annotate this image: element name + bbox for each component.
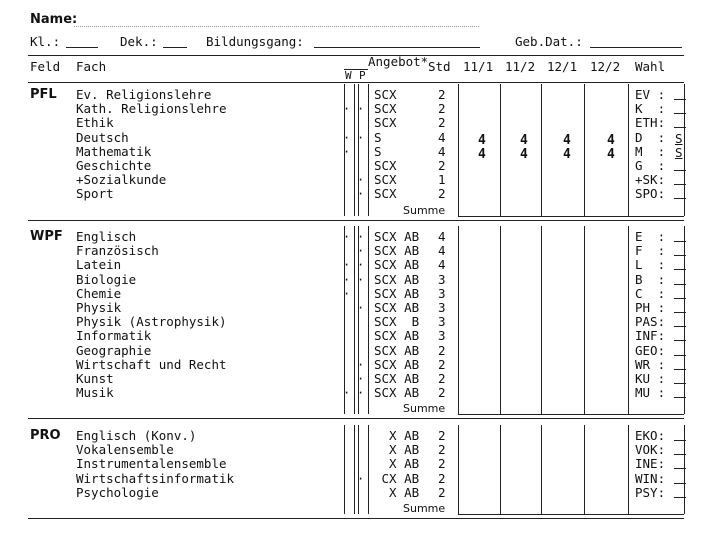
std-value: 3	[438, 314, 446, 330]
column-divider	[500, 84, 501, 216]
grade-cell[interactable]: 4	[478, 132, 486, 148]
subject-name: Instrumentalensemble	[76, 456, 227, 472]
column-divider	[628, 226, 629, 414]
std-value: 2	[438, 484, 446, 500]
subject-name: Musik	[76, 385, 114, 401]
std-value: 4	[438, 257, 446, 273]
wahl-code: L :	[635, 257, 666, 273]
std-value: 3	[438, 271, 446, 287]
gebdat-field[interactable]	[590, 35, 682, 48]
angebot-code: CX AB	[374, 470, 420, 486]
col-wahl: Wahl	[635, 59, 666, 74]
wahl-code: EKO:	[635, 428, 666, 443]
section-label: PFL	[30, 87, 57, 102]
p-mark[interactable]: ·	[357, 102, 365, 117]
column-divider	[354, 226, 355, 414]
column-divider	[584, 84, 585, 216]
wahl-code: MU :	[635, 385, 666, 401]
column-divider	[584, 226, 585, 414]
wahl-value[interactable]: S	[675, 144, 683, 160]
std-value: 4	[438, 129, 446, 145]
column-header-rule	[28, 82, 684, 83]
column-divider	[628, 84, 629, 216]
column-divider	[344, 226, 345, 414]
wahl-code: KU :	[635, 371, 666, 386]
w-mark[interactable]: ·	[343, 130, 351, 145]
subject-name: Psychologie	[76, 484, 159, 500]
col-feld: Feld	[30, 59, 61, 74]
w-mark[interactable]: ·	[343, 258, 351, 273]
wahl-code: E :	[635, 229, 666, 244]
section-label: WPF	[30, 229, 63, 244]
column-divider	[584, 425, 585, 514]
angebot-code: X AB	[374, 442, 420, 458]
angebot-code: SCX AB	[374, 328, 420, 344]
grade-cell[interactable]: 4	[607, 132, 615, 148]
angebot-code: X AB	[374, 484, 420, 500]
column-divider	[500, 226, 501, 414]
w-mark[interactable]: ·	[343, 286, 351, 301]
wahl-code: PH :	[635, 300, 666, 315]
subject-name: Kath. Religionslehre	[76, 101, 227, 117]
column-divider	[344, 84, 345, 216]
w-mark[interactable]: ·	[343, 102, 351, 117]
w-mark[interactable]: ·	[343, 230, 351, 244]
dek-field[interactable]	[163, 35, 187, 48]
grade-cell[interactable]: 4	[607, 146, 615, 162]
header-rule	[28, 55, 684, 56]
col-std: Std	[428, 59, 451, 74]
std-value: 2	[438, 442, 446, 458]
std-value: 2	[438, 456, 446, 472]
subject-name: Ethik	[76, 115, 114, 131]
subject-name: Französisch	[76, 243, 159, 259]
std-value: 2	[438, 356, 446, 372]
std-value: 2	[438, 371, 446, 386]
subject-name: Vokalensemble	[76, 442, 174, 458]
subject-name: Physik	[76, 300, 122, 315]
angebot-code: S	[374, 129, 382, 145]
wahl-code: INF:	[635, 328, 666, 344]
grade-cell[interactable]: 4	[478, 146, 486, 162]
wahl-code: M :	[635, 143, 666, 159]
subject-name: +Sozialkunde	[76, 172, 167, 188]
p-mark[interactable]: ·	[357, 372, 365, 386]
p-mark[interactable]: ·	[357, 357, 365, 372]
p-mark[interactable]: ·	[357, 301, 365, 315]
column-divider	[368, 425, 369, 514]
std-value: 2	[438, 342, 446, 358]
std-value: 4	[438, 243, 446, 259]
angebot-code: SCX AB	[374, 385, 420, 401]
std-value: 2	[438, 87, 446, 102]
angebot-code: SCX B	[374, 314, 420, 330]
kl-label: Kl.:	[30, 34, 61, 49]
angebot-code: S	[374, 143, 382, 159]
wahl-value[interactable]: S	[675, 130, 683, 146]
wahl-code: C :	[635, 285, 666, 301]
w-mark[interactable]: ·	[343, 144, 351, 159]
wahl-code: G :	[635, 158, 666, 173]
std-value: 1	[438, 172, 446, 188]
wahl-code: EV :	[635, 87, 666, 102]
column-divider	[368, 226, 369, 414]
wahl-code: PSY:	[635, 484, 666, 500]
subject-name: Ev. Religionslehre	[76, 87, 212, 102]
std-value: 3	[438, 285, 446, 301]
angebot-code: SCX AB	[374, 257, 420, 273]
angebot-code: SCX AB	[374, 300, 420, 315]
column-divider	[344, 425, 345, 514]
angebot-code: SCX	[374, 115, 397, 131]
summe-rule	[458, 414, 684, 415]
wahl-code: ETH:	[635, 115, 666, 131]
name-label: Name:	[30, 12, 78, 27]
p-mark[interactable]: ·	[357, 173, 365, 188]
name-field[interactable]	[74, 14, 479, 27]
summe-rule	[458, 514, 684, 515]
wahl-code: SPO:	[635, 186, 666, 202]
wahl-code: VOK:	[635, 442, 666, 458]
std-value: 2	[438, 385, 446, 401]
dek-label: Dek.:	[120, 34, 158, 49]
grade-cell[interactable]: 4	[520, 146, 528, 162]
subject-name: Informatik	[76, 328, 152, 344]
summe-rule	[458, 216, 684, 217]
p-mark[interactable]: ·	[357, 258, 365, 273]
subject-name: Mathematik	[76, 143, 152, 159]
p-mark[interactable]: ·	[357, 471, 365, 486]
column-divider	[458, 425, 459, 514]
gebdat-label: Geb.Dat.:	[515, 34, 583, 49]
std-value: 3	[438, 300, 446, 315]
angebot-code: SCX AB	[374, 371, 420, 386]
subject-name: Deutsch	[76, 129, 129, 145]
summe-label: Summe	[403, 402, 446, 416]
angebot-code: SCX	[374, 87, 397, 102]
column-divider	[684, 84, 685, 216]
col-12-1: 12/1	[547, 59, 578, 74]
std-value: 2	[438, 428, 446, 443]
col-w: W	[345, 69, 352, 82]
angebot-code: SCX AB	[374, 356, 420, 372]
wahl-code: B :	[635, 271, 666, 287]
col-p: P	[359, 69, 366, 82]
column-divider	[541, 425, 542, 514]
section-rule	[28, 418, 684, 419]
std-value: 3	[438, 328, 446, 344]
section-label: PRO	[30, 428, 61, 443]
std-value: 2	[438, 101, 446, 117]
subject-name: Geographie	[76, 342, 152, 358]
std-value: 2	[438, 115, 446, 131]
angebot-code: SCX	[374, 186, 397, 202]
section-rule	[28, 220, 684, 221]
column-divider	[358, 226, 359, 414]
p-mark[interactable]: ·	[357, 272, 365, 287]
subject-name: Geschichte	[76, 158, 152, 173]
std-value: 2	[438, 470, 446, 486]
std-value: 2	[438, 158, 446, 173]
subject-name: Chemie	[76, 285, 122, 301]
bildungsgang-label: Bildungsgang:	[206, 34, 304, 49]
wahl-code: PAS:	[635, 314, 666, 330]
std-value: 4	[438, 229, 446, 244]
summe-label: Summe	[403, 203, 446, 217]
angebot-code: SCX AB	[374, 271, 420, 287]
column-divider	[354, 425, 355, 514]
angebot-code: SCX	[374, 101, 397, 117]
angebot-code: SCX	[374, 172, 397, 188]
column-divider	[541, 84, 542, 216]
col-fach: Fach	[76, 59, 107, 74]
wp-subheader-rule	[344, 69, 368, 70]
w-mark[interactable]: ·	[343, 272, 351, 287]
grade-cell[interactable]: 4	[563, 146, 571, 162]
p-mark[interactable]: ·	[357, 244, 365, 259]
w-mark[interactable]: ·	[343, 386, 351, 401]
subject-name: Englisch (Konv.)	[76, 428, 197, 443]
grade-cell[interactable]: 4	[520, 132, 528, 148]
subject-name: Englisch	[76, 229, 137, 244]
subject-name: Kunst	[76, 371, 114, 386]
p-mark[interactable]: ·	[357, 230, 365, 244]
subject-name: Wirtschaftsinformatik	[76, 470, 235, 486]
wahl-code: K :	[635, 101, 666, 117]
column-divider	[684, 226, 685, 414]
column-divider	[541, 226, 542, 414]
column-divider	[354, 84, 355, 216]
wahl-code: INE:	[635, 456, 666, 472]
column-divider	[358, 84, 359, 216]
p-mark[interactable]: ·	[357, 130, 365, 145]
wahl-code: F :	[635, 243, 666, 259]
col-12-2: 12/2	[590, 59, 621, 74]
angebot-code: SCX AB	[374, 229, 420, 244]
subject-name: Latein	[76, 257, 122, 273]
angebot-code: SCX AB	[374, 243, 420, 259]
wahl-code: WIN:	[635, 470, 666, 486]
std-value: 4	[438, 143, 446, 159]
wahl-code: WR :	[635, 356, 666, 372]
subject-name: Physik (Astrophysik)	[76, 314, 227, 330]
column-divider	[458, 84, 459, 216]
angebot-code: SCX AB	[374, 342, 420, 358]
col-11-2: 11/2	[505, 59, 536, 74]
column-divider	[458, 226, 459, 414]
column-divider	[684, 425, 685, 514]
angebot-code: SCX AB	[374, 285, 420, 301]
angebot-code: X AB	[374, 428, 420, 443]
subject-name: Biologie	[76, 271, 137, 287]
col-angebot: Angebot*	[368, 54, 429, 69]
angebot-code: SCX	[374, 158, 397, 173]
column-divider	[500, 425, 501, 514]
column-divider	[628, 425, 629, 514]
p-mark[interactable]: ·	[357, 386, 365, 401]
column-divider	[368, 84, 369, 216]
p-mark[interactable]: ·	[357, 187, 365, 202]
wahl-code: GEO:	[635, 342, 666, 358]
std-value: 2	[438, 186, 446, 202]
subject-name: Sport	[76, 186, 114, 202]
wahl-code: +SK:	[635, 172, 666, 188]
kl-field[interactable]	[66, 35, 98, 48]
summe-label: Summe	[403, 502, 446, 515]
section-rule	[28, 518, 684, 519]
bildungsgang-field[interactable]	[314, 35, 480, 48]
grade-cell[interactable]: 4	[563, 132, 571, 148]
wahl-code: D :	[635, 129, 666, 145]
column-divider	[358, 425, 359, 514]
angebot-code: X AB	[374, 456, 420, 472]
subject-name: Wirtschaft und Recht	[76, 356, 227, 372]
col-11-1: 11/1	[463, 59, 494, 74]
